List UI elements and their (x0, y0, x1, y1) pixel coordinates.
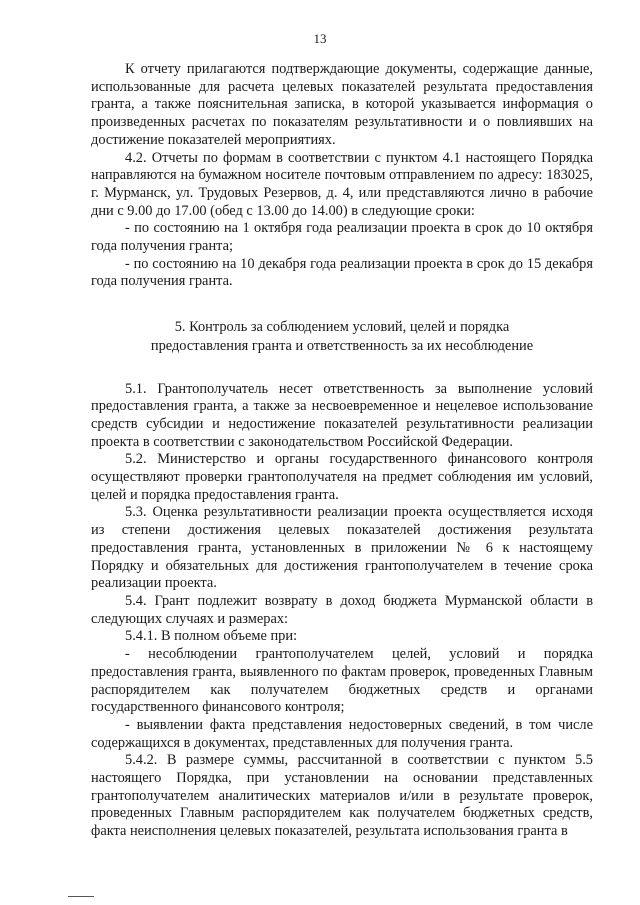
document-body (91, 61, 593, 841)
list-item: - несоблюдении грантополучателем целей, условий и порядка предоставления гранта, выявленного по фактам проверок, проведенных Главным распорядителем как получателем бюджетных средств и органами государственного финансового контроля; (91, 646, 593, 716)
list-item: - по состоянию на 1 октября года реализации проекта в срок до 10 октября года получения гранта; (91, 220, 593, 255)
paragraph: 5.3. Оценка результативности реализации проекта осуществляется исходя из степени достижения целевых показателей достижения результата предоставления гранта, установленных в приложении № 6 к настоящему Порядку и обязательных для достижения грантополучателем в течение срока реализации проекта. (91, 504, 593, 592)
paragraph: 5.2. Министерство и органы государственного финансового контроля осуществляют проверки грантополучателя на предмет соблюдения им условий, целей и порядка предоставления гранта. (91, 451, 593, 503)
footer-rule (68, 896, 94, 897)
list-item: - по состоянию на 10 декабря года реализации проекта в срок до 15 декабря года получения гранта. (91, 255, 593, 290)
section-title-line-2: предоставления гранта и ответственность за их несоблюдение (150, 338, 534, 355)
paragraph: 5.4.2. В размере суммы, рассчитанной в соответствии с пунктом 5.5 настоящего Порядка, при установлении на основании представленных грантополучателем аналитических материалов и/или в результате проверок, проведенных Главным распорядителем как получателем бюджетных средств, факта неисполнения целевых показателей, результата использования гранта в (91, 752, 593, 840)
paragraph: 5.1. Грантополучатель несет ответственность за выполнение условий предоставления гранта, а также за несвоевременное и нецелевое использование средств субсидии и недостижение показателей результативности реализации проекта в соответствии с законодательством Российской Федерации. (91, 380, 593, 450)
paragraph: 5.4. Грант подлежит возврату в доход бюджета Мурманской области в следующих случаях и размерах: (91, 592, 593, 627)
section-title (91, 318, 593, 356)
paragraph: 5.4.1. В полном объеме при: (125, 628, 298, 645)
section-title-line-1: 5. Контроль за соблюдением условий, целей и порядка (174, 319, 510, 336)
paragraph: К отчету прилагаются подтверждающие документы, содержащие данные, использованные для расчета целевых показателей результата предоставления гранта, а также пояснительная записка, в которой указывается информация о произведенных расчетах по показателям результативности и о повлиявших на достижение показателей мероприятиях. (91, 61, 593, 148)
paragraph: 4.2. Отчеты по формам в соответствии с пунктом 4.1 настоящего Порядка направляются на бумажном носителе почтовым отправлением по адресу: 183025, г. Мурманск, ул. Трудовых Резервов, д. 4, или представляются лично в рабочие дни с 9.00 до 17.00 (обед с 13.00 до 14.00) в следующие сроки: (91, 149, 593, 219)
page-number: 13 (313, 31, 327, 46)
list-item: - выявлении факта представления недостоверных сведений, в том числе содержащихся в документах, представленных для получения гранта. (91, 716, 593, 751)
